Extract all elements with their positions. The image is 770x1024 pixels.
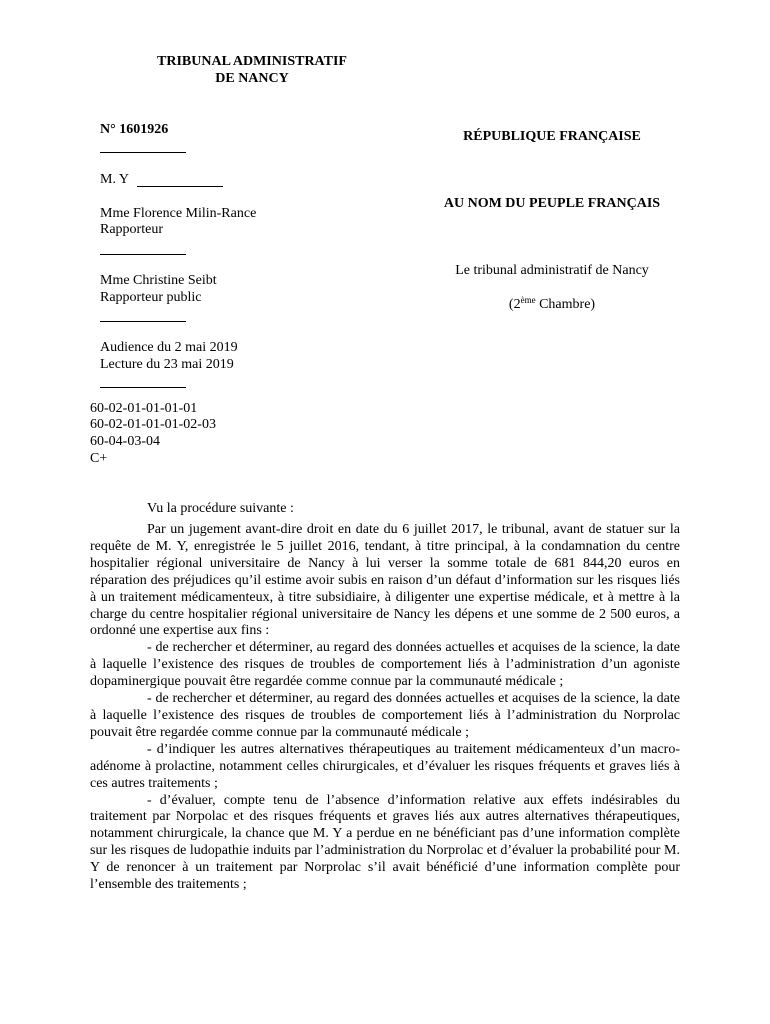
party-underline (137, 186, 223, 187)
rapporteur-name: Mme Florence Milin-Rance (100, 206, 257, 221)
court-name-line1: TRIBUNAL ADMINISTRATIF (157, 54, 347, 69)
chamber-line: (2ème Chambre) (508, 295, 596, 312)
party-name: M. Y (100, 172, 130, 187)
divider (100, 254, 186, 255)
publication-code: C+ (90, 451, 108, 466)
divider (100, 321, 186, 322)
divider (100, 387, 186, 388)
divider (100, 152, 186, 153)
classification-code: 60-02-01-01-01-02-03 (90, 417, 216, 432)
procedure-intro: Vu la procédure suivante : (147, 501, 294, 516)
classification-code: 60-04-03-04 (90, 434, 160, 449)
republic-heading: RÉPUBLIQUE FRANÇAISE (463, 129, 641, 144)
expertise-item: - d’évaluer, compte tenu de l’absence d’information relative aux effets indésirables du traitement par Norpolac et des risques fréquents et graves liés aux autres alternatives thérapeutiques, notamment chirurgicale, la chance que M. Y a perdue en ne bénéficiant pas d’une information complète sur les risques de ludopathie induits par l’administration du Norprolac et d’évaluer la probabilité pour M. Y de renoncer à un traitement par Norprolac s’il avait bénéficié d’une information complète pour l’ensemble des traitements ; (90, 792, 680, 893)
body-paragraph: Par un jugement avant-dire droit en date du 6 juillet 2017, le tribunal, avant de statuer sur la requête de M. Y, enregistrée le 5 juillet 2016, tendant, à titre principal, à la condamnation du centre hospitalier régional universitaire de Nancy à lui verser la somme totale de 681 844,20 euros en réparation des préjudices qu’il estime avoir subis en raison d’un défaut d’information sur les risques liés à un traitement médicamenteux, à titre subsidiaire, à diligenter une expertise médicale, et à mettre à la charge du centre hospitalier régional universitaire de Nancy les dépens et une somme de 2 500 euros, a ordonné une expertise aux fins : (90, 522, 680, 639)
reading-date: Lecture du 23 mai 2019 (100, 357, 234, 372)
public-rapporteur-name: Mme Christine Seibt (100, 273, 217, 288)
tribunal-line: Le tribunal administratif de Nancy (455, 263, 649, 278)
public-rapporteur-role: Rapporteur public (100, 290, 202, 305)
expertise-item: - d’indiquer les autres alternatives thérapeutiques au traitement médicamenteux d’un macro-adénome à prolactine, notamment celles chirurgicales, et d’évaluer les risques fréquents et graves liés à ces autres traitements ; (90, 741, 680, 791)
classification-code: 60-02-01-01-01-01 (90, 401, 198, 416)
expertise-item: - de rechercher et déterminer, au regard des données actuelles et acquises de la science, la date à laquelle l’existence des risques de troubles de comportement liés à l’administration du Norprolac pouvait être regardée comme connue par la communauté médicale ; (90, 691, 680, 740)
judgment-body (90, 522, 680, 894)
hearing-date: Audience du 2 mai 2019 (100, 340, 238, 355)
case-number: N° 1601926 (100, 122, 169, 137)
court-name-line2: DE NANCY (215, 71, 289, 86)
people-heading: AU NOM DU PEUPLE FRANÇAIS (443, 196, 661, 211)
rapporteur-role: Rapporteur (100, 222, 163, 237)
expertise-item: - de rechercher et déterminer, au regard des données actuelles et acquises de la science, la date à laquelle l’existence des risques de troubles de comportement liés à l’administration d’un agoniste dopaminergique pouvait être regardée comme connue par la communauté médicale ; (90, 640, 680, 690)
